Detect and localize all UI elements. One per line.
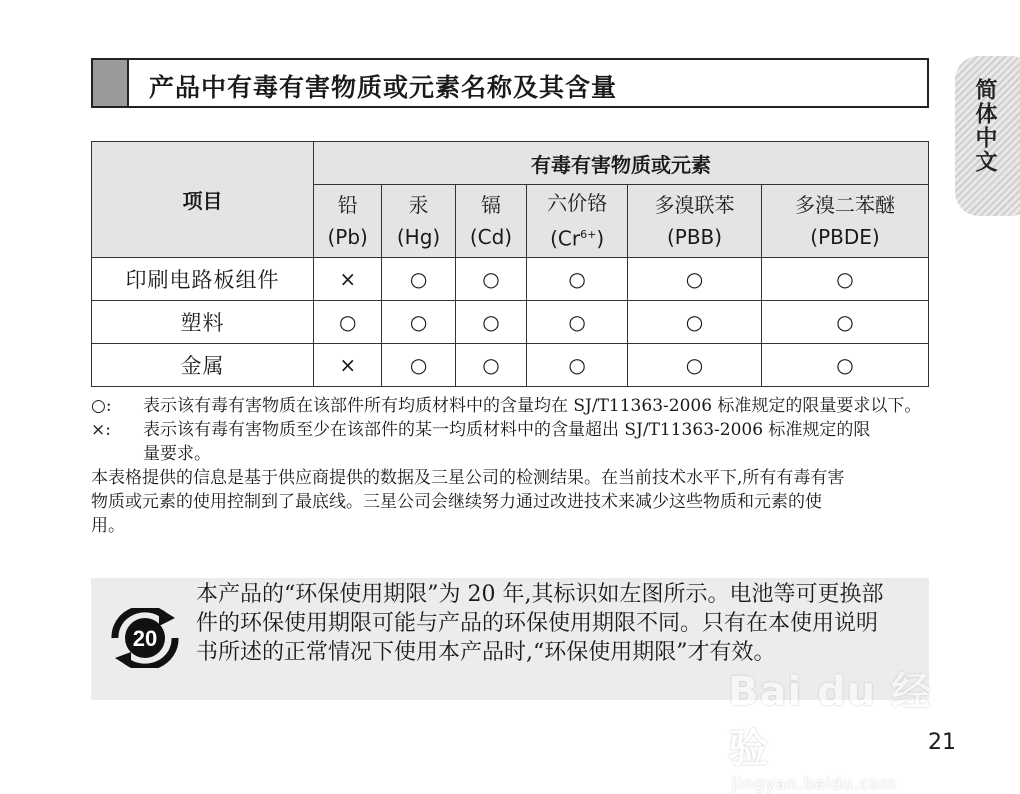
watermark-url: jingyan.baidu.com: [732, 774, 897, 793]
title-accent-block: [93, 60, 129, 106]
column-symbol: $(Cr^{6+})$: [550, 226, 605, 251]
row-label: 印刷电路板组件: [92, 258, 314, 301]
table-cell: ○: [628, 301, 762, 344]
table-cell: ○: [382, 344, 455, 387]
watermark-brand: Bai du 经验: [728, 669, 933, 772]
column-header-cd: [455, 185, 527, 258]
item-header: 项目: [92, 142, 314, 258]
baidu-watermark: [728, 660, 958, 793]
cross-note: [91, 418, 931, 466]
column-header-pbde: [761, 185, 928, 258]
hazardous-substances-table: [91, 141, 929, 387]
table-notes: [91, 394, 931, 538]
table-cell: ○: [382, 258, 455, 301]
disclaimer-paragraph: 本表格提供的信息是基于供应商提供的数据及三星公司的检测结果。在当前技术水平下,所有有毒有害物质或元素的使用控制到了最底线。三星公司会继续努力通过改进技术来减少这些物质和元素的使用。: [91, 468, 845, 536]
cross-note-symbol: ×:: [91, 420, 111, 440]
column-name: 多溴联苯: [654, 193, 735, 217]
row-label: 塑料: [92, 301, 314, 344]
recycle-20-icon: [107, 608, 183, 668]
column-symbol: (PBB): [666, 225, 723, 249]
table-cell: ○: [761, 301, 928, 344]
recycle-icon-number: 20: [132, 626, 158, 651]
page-title: 产品中有毒有害物质或元素名称及其含量: [149, 73, 618, 102]
circle-note-text: 表示该有毒有害物质在该部件所有均质材料中的含量均在 SJ/T11363-2006 标准规定的限量要求以下。: [143, 396, 922, 416]
column-name: 六价铬: [547, 191, 608, 216]
column-name: 铅: [337, 193, 358, 217]
column-name: 汞: [408, 193, 429, 217]
table-cell: ○: [628, 258, 762, 301]
column-header-hg: [382, 185, 455, 258]
table-cell: ×: [314, 344, 382, 387]
column-header-pb: [314, 185, 382, 258]
table-row: [92, 344, 929, 387]
table-cell: ○: [382, 301, 455, 344]
column-symbol: (Pb): [327, 225, 368, 249]
cross-note-text: 表示该有毒有害物质至少在该部件的某一均质材料中的含量超出 SJ/T11363-2006 标准规定的限量要求。: [143, 420, 871, 464]
substance-group-header: 有毒有害物质或元素: [314, 142, 929, 185]
table-cell: ○: [761, 258, 928, 301]
row-label: 金属: [92, 344, 314, 387]
column-symbol: (Hg): [396, 225, 441, 249]
page-number: 21: [928, 730, 956, 755]
table-cell: ○: [527, 258, 628, 301]
table-cell: ○: [455, 301, 527, 344]
table-cell: ○: [455, 344, 527, 387]
column-name: 多溴二苯醚: [794, 193, 895, 217]
table-cell: ○: [314, 301, 382, 344]
circle-note-symbol: ○:: [91, 396, 112, 416]
table-row: [92, 258, 929, 301]
eco-period-text: 本产品的“环保使用期限”为 20 年,其标识如左图所示。电池等可更换部件的环保使用期限可能与产品的环保使用期限不同。只有在本使用说明书所述的正常情况下使用本产品时,“环保使用期限”才有效。: [196, 582, 884, 665]
section-title-box: [91, 58, 929, 108]
language-tab[interactable]: [955, 56, 1020, 216]
table-cell: ×: [314, 258, 382, 301]
table-cell: ○: [455, 258, 527, 301]
table-cell: ○: [628, 344, 762, 387]
table-row: [92, 301, 929, 344]
column-symbol: (PBDE): [810, 225, 880, 249]
language-tab-label: 简体中文: [972, 78, 997, 174]
table-cell: ○: [527, 301, 628, 344]
column-symbol: (Cd): [469, 225, 513, 249]
table-cell: ○: [761, 344, 928, 387]
table-cell: ○: [527, 344, 628, 387]
circle-note: [91, 394, 931, 418]
column-name: 镉: [480, 193, 501, 217]
column-header-pbb: [628, 185, 762, 258]
column-header-cr6: [527, 185, 628, 258]
